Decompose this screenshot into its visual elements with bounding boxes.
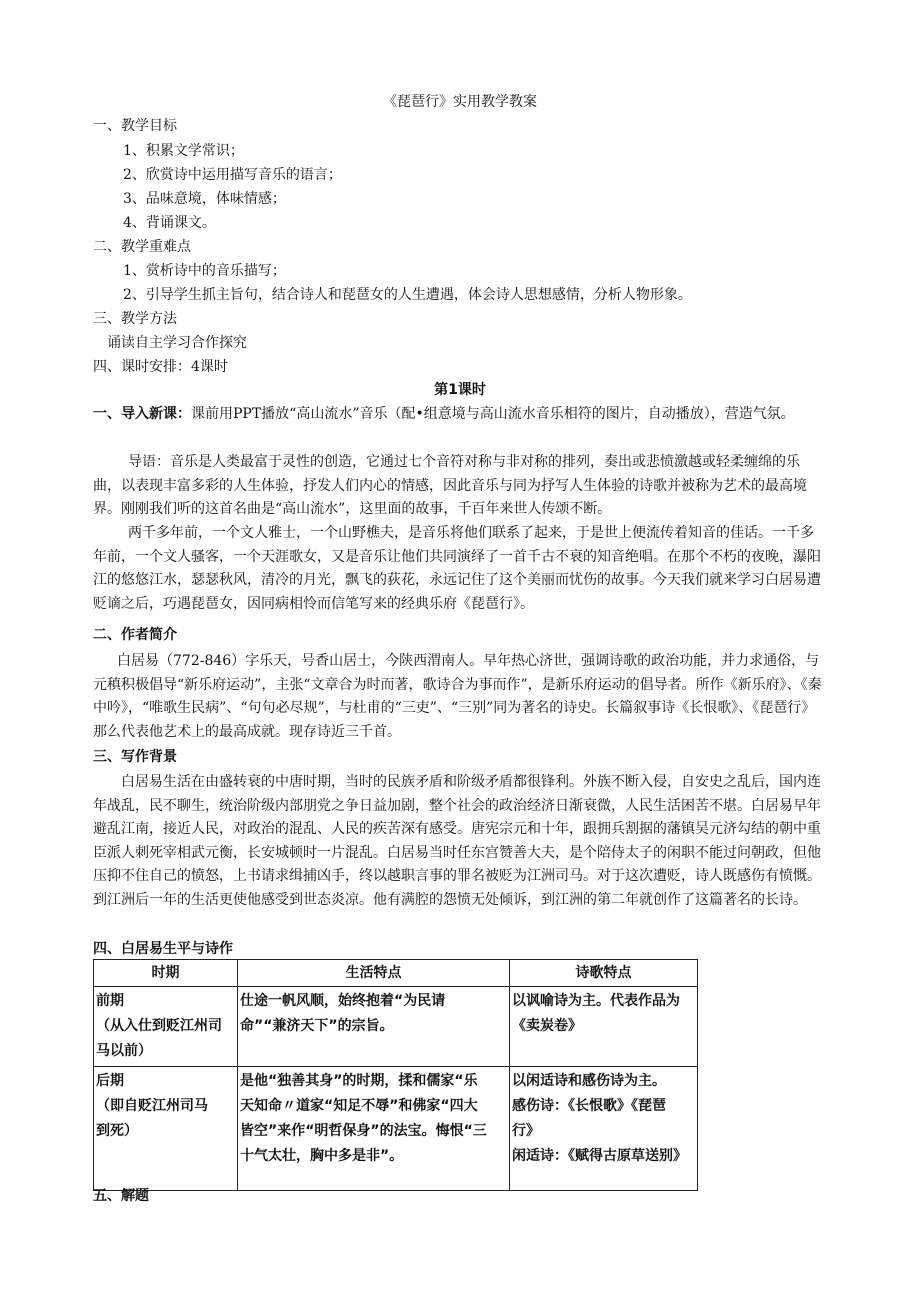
table-header-row <box>94 960 698 987</box>
intro-text: 课前用PPT播放“高山流水”音乐（配•组意境与高山流水音乐相符的图片，自动播放），营造气氛。 <box>191 406 795 422</box>
story-paragraph: 两千多年前，一个文人雅士，一个山野樵夫，是音乐将他们联系了起来，于是世上便流传着知音的佳话。一千多年前，一个文人骚客，一个天涯歌女，又是音乐让他们共同演绎了一首千古不衰的知音绝唱。在那个不朽的夜晚，瀑阳江的悠悠江水，瑟瑟秋风，清冷的月光，飘飞的荻花，永远记住了这个美丽而忧伤的故事。今天我们就来学习白居易遭贬谪之后，巧遇琵琶女，因同病相怜而信笔写来的经典乐府《琵琶行》。 <box>93 525 821 612</box>
cell-text: 前期 <box>96 993 124 1009</box>
method-text: 诵读自主学习合作探究 <box>107 335 247 351</box>
cell-text: 《卖炭卷》 <box>512 1018 582 1034</box>
period-cell <box>94 987 238 1067</box>
table-row <box>94 1067 698 1191</box>
period-cell <box>94 1067 238 1191</box>
background-paragraph: 白居易生活在由盛转衰的中唐时期，当时的民族矛盾和阶级矛盾都很锋利。外族不断入侵，自安史之乱后，国内连年战乱，民不聊生，统治阶级内部朋党之争日益加剧，整个社会的政治经济日渐衰微，人民生活困苦不堪。白居易早年避乱江南，接近人民，对政治的混乱、人民的疾苦深有感受。唐宪宗元和十年，跟拥兵割据的藩镇吴元济勾结的朝中重臣派人刺死宰相武元衡，长安城顿时一片混乱。白居易当时任东宫赞善大夫，是个陪侍太子的闲职不能过问朝政，但他压抑不住自己的愤怒，上书请求缉捕凶手，终以越职言事的罪名被贬为江洲司马。对于这次遭贬，诗人既感伤有愤慨。到江洲后一年的生活更使他感受到世态炎凉。他有满腔的怨愤无处倾诉，到江洲的第二年就创作了这篇著名的长诗。 <box>93 774 821 908</box>
cell-text: 后期 <box>96 1073 124 1089</box>
table-header: 生活特点 <box>238 960 510 987</box>
cell-text: 感伤诗：《长恨歌》《琵琶 <box>512 1098 666 1114</box>
cell-text: 行》 <box>512 1123 540 1139</box>
goal-item: 1、积累文学常识； <box>123 143 244 159</box>
goal-item: 3、品味意境，体味情感； <box>123 191 286 207</box>
explain-heading: 五、解题 <box>93 1188 149 1204</box>
table-header: 诗歌特点 <box>510 960 698 987</box>
goal-item: 2、欣赏诗中运用描写音乐的语言； <box>123 167 342 183</box>
life-poetry-table <box>93 959 698 1191</box>
cell-text: 是他“独善其身”的时期，揉和儒家“乐 <box>240 1073 478 1089</box>
life-heading: 四、白居易生平与诗作 <box>93 941 233 957</box>
author-paragraph: 白居易（772-846）字乐天，号香山居士，今陕西渭南人。早年热心济世，强调诗歌的政治功能，并力求通俗，与元稹积极倡导“新乐府运动”，主张“文章合为时而著，歌诗合为事而作”，是新乐府运动的倡导者。所作《新乐府》、《秦中吟》，“唯歌生民病”、“句句必尽规”，与杜甫的“三吏”、“三别”同为著名的诗史。长篇叙事诗《长恨歌》、《琵琶行》那么代表他艺术上的最高成就。现存诗近三千首。 <box>93 653 822 740</box>
intro-label: 一、导入新课： <box>93 406 191 422</box>
life-cell <box>238 987 510 1067</box>
poetry-cell <box>510 987 698 1067</box>
cell-text: 到死） <box>96 1123 138 1139</box>
cell-text: 天知命〃道家“知足不辱”和佛家“四大 <box>240 1098 478 1114</box>
document-title: 《琵琶行》实用教学教案 <box>383 94 537 110</box>
key-point: 1、赏析诗中的音乐描写； <box>123 263 286 279</box>
intro-paragraph <box>93 403 823 427</box>
cell-text: （从入仕到贬江州司 <box>96 1018 222 1034</box>
lesson-title: 第1课时 <box>434 382 486 398</box>
goals-heading: 一、教学目标 <box>93 118 177 134</box>
cell-text: 十气太壮，胸中多是非”。 <box>240 1148 404 1164</box>
method-heading: 三、教学方法 <box>93 311 177 327</box>
guide-paragraph: 导语：音乐是人类最富于灵性的创造，它通过七个音符对称与非对称的排列，奏出或悲愤激越或轻柔缠绵的乐曲，以表现丰富多彩的人生体验，抒发人们内心的情感，因此音乐与同为抒写人生体验的诗歌并被称为艺术的最高境界。刚刚我们听的这首名曲是“高山流水”，这里面的故事，千百年来世人传颂不断。 <box>93 454 807 517</box>
table-row <box>94 987 698 1067</box>
cell-text: 仕途一帆风顺，始终抱着“为民请 <box>240 993 446 1009</box>
key-heading: 二、教学重难点 <box>93 239 191 255</box>
cell-text: 命”“兼济天下”的宗旨。 <box>240 1018 394 1034</box>
life-cell <box>238 1067 510 1191</box>
poetry-cell <box>510 1067 698 1191</box>
background-heading: 三、写作背景 <box>93 749 177 765</box>
key-point: 2、引导学生抓主旨句，结合诗人和琵琶女的人生遭遇，体会诗人思想感情，分析人物形象。 <box>123 287 692 303</box>
table-header: 时期 <box>94 960 238 987</box>
cell-text: 皆空”来作“明哲保身”的法宝。悔恨“三 <box>240 1123 487 1139</box>
author-heading: 二、作者简介 <box>93 627 177 643</box>
time-heading: 四、课时安排：4课时 <box>93 359 228 375</box>
cell-text: 马以前） <box>96 1043 152 1059</box>
goal-item: 4、背诵课文。 <box>123 215 216 231</box>
cell-text: （即自贬江州司马 <box>96 1098 208 1114</box>
cell-text: 以讽喻诗为主。代表作品为 <box>512 993 680 1009</box>
cell-text: 以闲适诗和感伤诗为主。 <box>512 1073 666 1089</box>
cell-text: 闲适诗：《赋得古原草送别》 <box>512 1148 687 1164</box>
